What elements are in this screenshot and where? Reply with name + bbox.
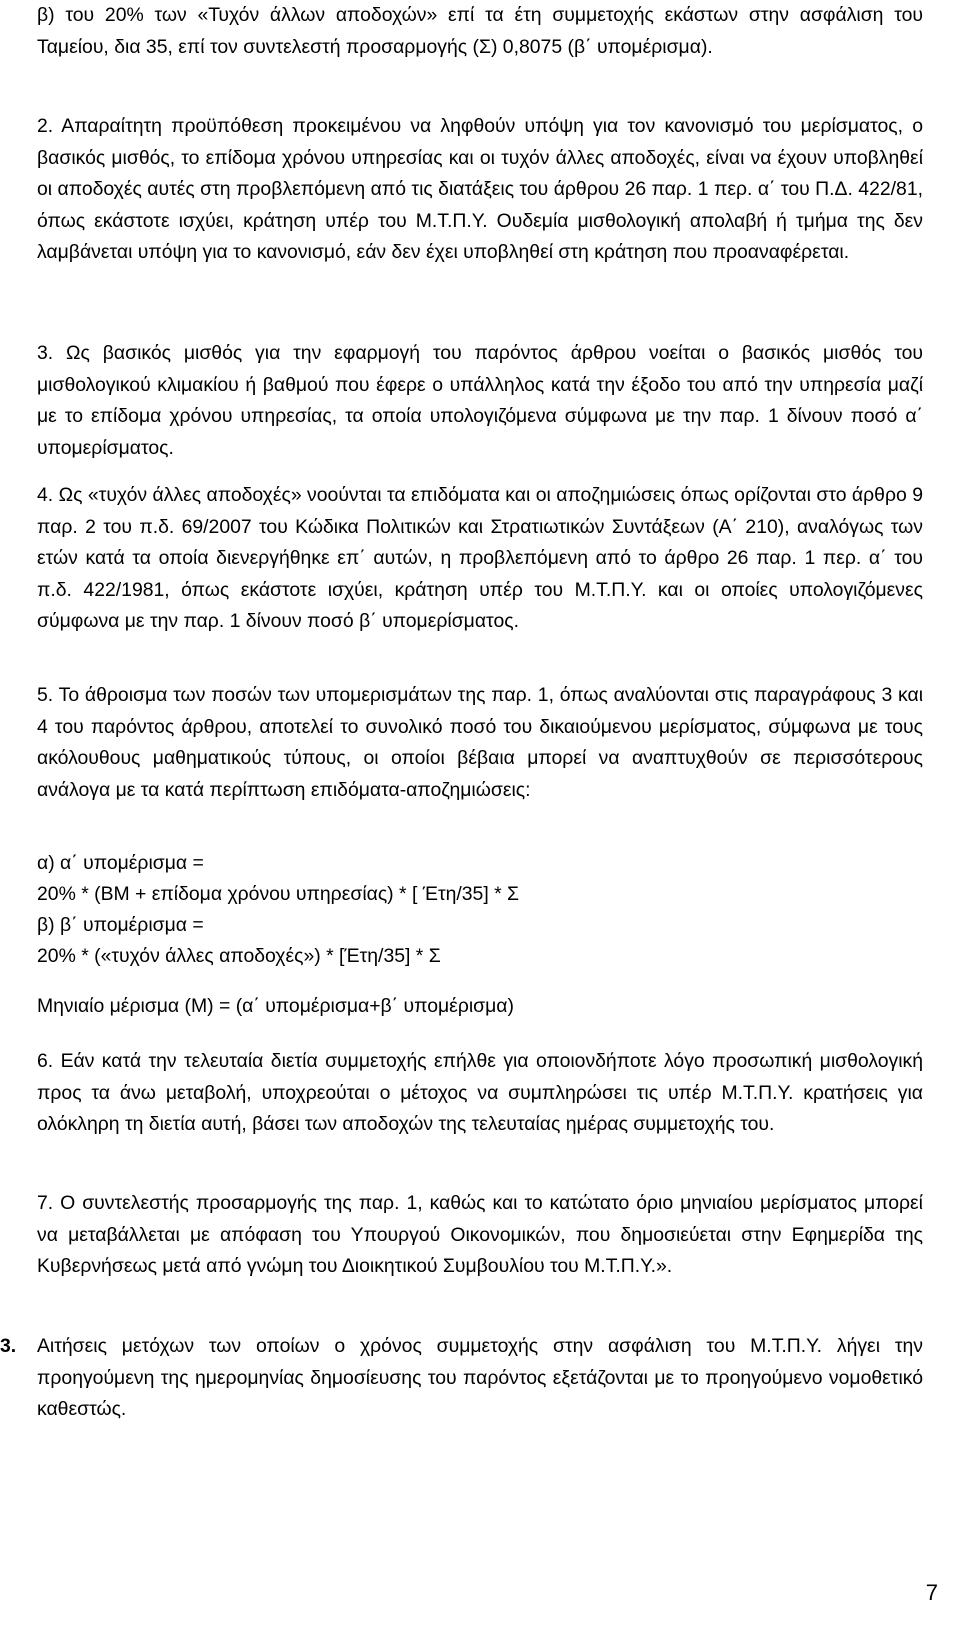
page-number: 7 xyxy=(925,1580,938,1605)
section-3-text: Αιτήσεις μετόχων των οποίων ο χρόνος συμμετοχής στην ασφάλιση του Μ.Τ.Π.Υ. λήγει την προηγούμενη της ημερομηνίας δημοσίευσης του παρόντος εξετάζονται με το προηγούμενο νομοθετικό καθεστώς. xyxy=(37,1335,923,1420)
paragraph-5: 5. Το άθροισμα των ποσών των υπομερισμάτων της παρ. 1, όπως αναλύονται στις παραγράφους 3 και 4 του παρόντος άρθρου, αποτελεί το συνολικό ποσό του δικαιούμενου μερίσματος, σύμφωνα με τους ακόλουθους μαθηματικούς τύπους, οι οποίοι βέβαια μπορεί να αναπτυχθούν σε περισσότερους ανάλογα με τα κατά περίπτωση επιδόματα-αποζημιώσεις: xyxy=(37,684,923,801)
paragraph-6: 6. Εάν κατά την τελευταία διετία συμμετοχής επήλθε για οποιονδήποτε λόγο προσωπική μισθολογική προς τα άνω μεταβολή, υποχρεούται ο μέτοχος να συμπληρώσει τις υπέρ Μ.Τ.Π.Υ. κρατήσεις για ολόκληρη τη διετία αυτή, βάσει των αποδοχών της τελευταίας ημέρας συμμετοχής του. xyxy=(37,1050,923,1135)
formula-monthly-dividend: Μηνιαίο μέρισμα (Μ) = (α΄ υπομέρισμα+β΄ υπομέρισμα) xyxy=(37,995,514,1017)
formula-beta-expression: 20% * («τυχόν άλλες αποδοχές») * [Έτη/35] * Σ xyxy=(37,945,441,967)
section-3-number: 3. xyxy=(0,1335,17,1357)
paragraph-7: 7. Ο συντελεστής προσαρμογής της παρ. 1, καθώς και το κατώτατο όριο μηνιαίου μερίσματος μπορεί να μεταβάλλεται με απόφαση του Υπουργού Οικονομικών, που δημοσιεύεται στην Εφημερίδα της Κυβερνήσεως μετά από γνώμη του Διοικητικού Συμβουλίου του Μ.Τ.Π.Υ.». xyxy=(37,1192,923,1277)
paragraph-4: 4. Ως «τυχόν άλλες αποδοχές» νοούνται τα επιδόματα και οι αποζημιώσεις όπως ορίζονται στο άρθρο 9 παρ. 2 του π.δ. 69/2007 του Κώδικα Πολιτικών και Στρατιωτικών Συντάξεων (Α΄ 210), αναλόγως των ετών κατά τα οποία διενεργήθηκε επ΄ αυτών, η προβλεπόμενη από το άρθρο 26 παρ. 1 περ. α΄ του π.δ. 422/1981, όπως εκάστοτε ισχύει, κράτηση υπέρ του Μ.Τ.Π.Υ. και οι οποίες υπολογιζόμενες σύμφωνα με την παρ. 1 δίνουν ποσό β΄ υπομερίσματος. xyxy=(37,484,923,632)
formula-alpha-expression: 20% * (ΒΜ + επίδομα χρόνου υπηρεσίας) * [ Έτη/35] * Σ xyxy=(37,883,520,905)
paragraph-3: 3. Ως βασικός μισθός για την εφαρμογή του παρόντος άρθρου νοείται ο βασικός μισθός του μισθολογικού κλιμακίου ή βαθμού που έφερε ο υπάλληλος κατά την έξοδο του από την υπηρεσία μαζί με το επίδομα χρόνου υπηρεσίας, τα οποία υπολογιζόμενα σύμφωνα με την παρ. 1 δίνουν ποσό α΄ υπομερίσματος. xyxy=(37,342,923,459)
paragraph-beta-subportion: β) του 20% των «Τυχόν άλλων αποδοχών» επί τα έτη συμμετοχής εκάστων στην ασφάλιση του Ταμείου, δια 35, επί τον συντελεστή προσαρμογής (Σ) 0,8075 (β΄ υπομέρισμα). xyxy=(37,4,923,58)
formula-alpha-label: α) α΄ υπομέρισμα = xyxy=(37,852,204,874)
formula-beta-label: β) β΄ υπομέρισμα = xyxy=(37,914,204,936)
paragraph-2: 2. Απαραίτητη προϋπόθεση προκειμένου να ληφθούν υπόψη για τον κανονισμό του μερίσματος, ο βασικός μισθός, το επίδομα χρόνου υπηρεσίας και οι τυχόν άλλες αποδοχές, είναι να έχουν υποβληθεί οι αποδοχές αυτές στη προβλεπόμενη από τις διατάξεις του άρθρου 26 παρ. 1 περ. α΄ του Π.Δ. 422/81, όπως εκάστοτε ισχύει, κράτηση υπέρ του Μ.Τ.Π.Υ. Ουδεμία μισθολογική απολαβή ή τμήμα της δεν λαμβάνεται υπόψη για το κανονισμό, εάν δεν έχει υποβληθεί στη κράτηση που προαναφέρεται. xyxy=(37,115,923,263)
